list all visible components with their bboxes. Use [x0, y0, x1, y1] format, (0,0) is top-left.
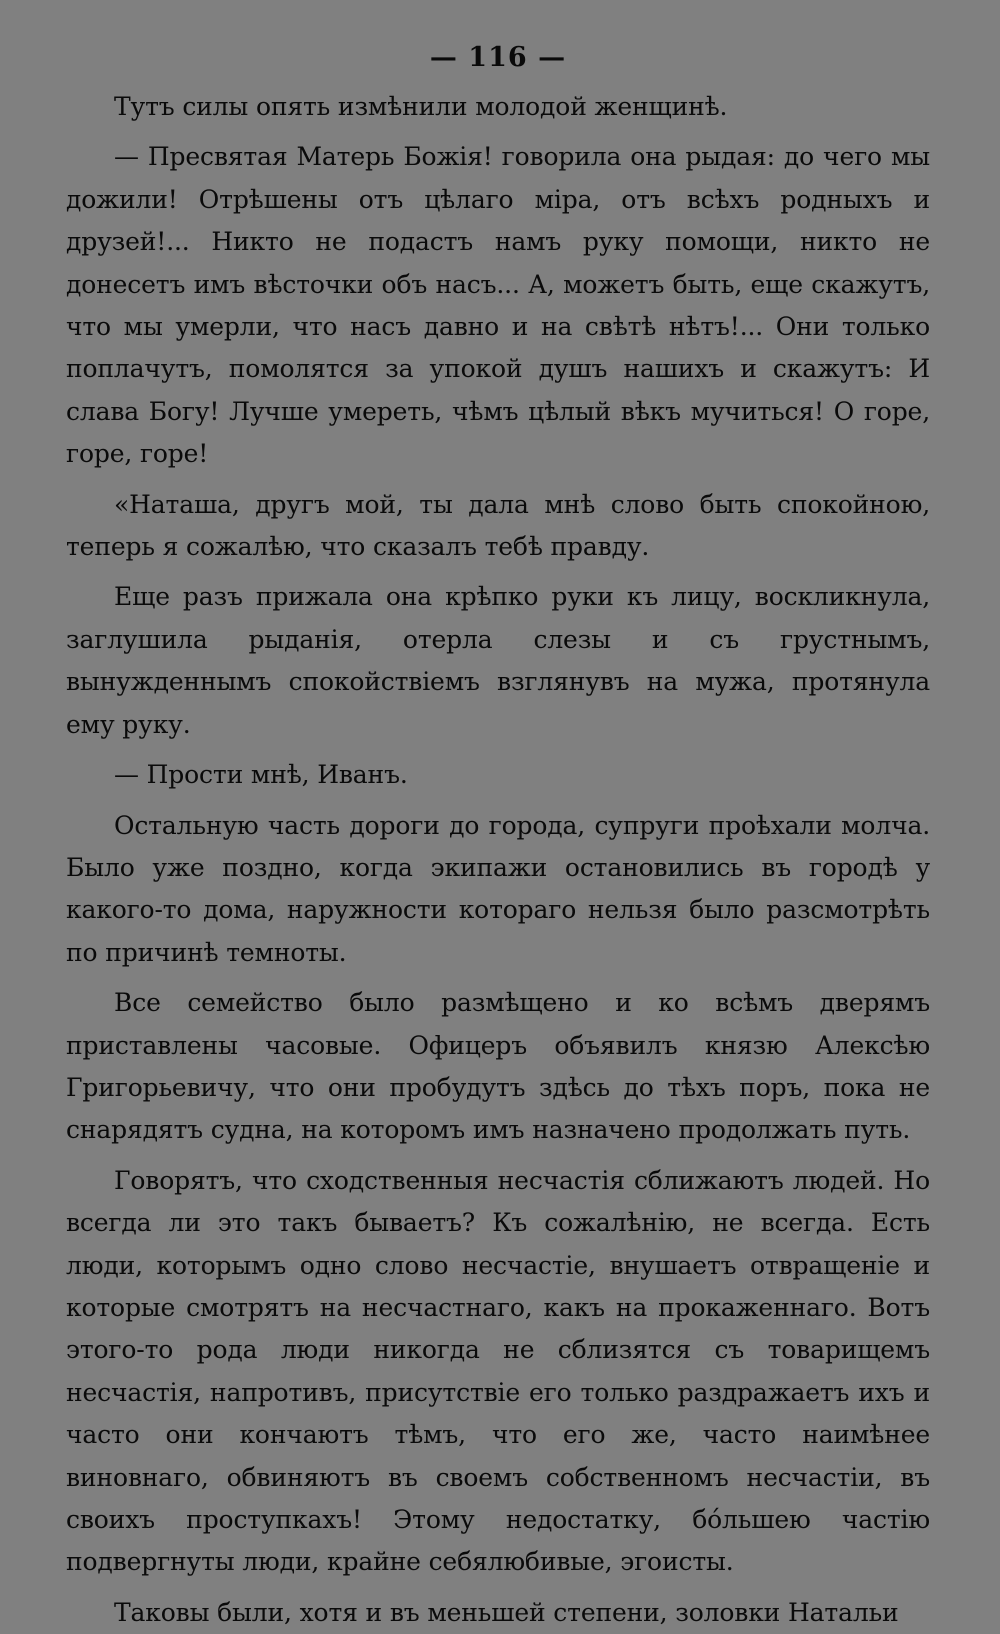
body-text — [66, 86, 930, 1634]
page-number: — 116 — — [429, 42, 567, 73]
paragraph: Все семейство было размѣщено и ко всѣмъ дверямъ приставлены часовые. Офицеръ объявилъ князю Алексѣю Григорьевичу, что они пробудутъ здѣсь до тѣхъ поръ, пока не снарядятъ судна, на которомъ имъ назначено продолжать путь. — [66, 988, 930, 1145]
paragraph: — Пресвятая Матерь Божія! говорила она рыдая: до чего мы дожили! Отрѣшены отъ цѣлаго міра, отъ всѣхъ родныхъ и друзей!... Никто не подастъ намъ руку помощи, никто не донесетъ имъ вѣсточки объ насъ... А, можетъ быть, еще скажутъ, что мы умерли, что насъ давно и на свѣтѣ нѣтъ!... Они только поплачутъ, помолятся за упокой душъ нашихъ и скажутъ: И слава Богу! Лучше умереть, чѣмъ цѣлый вѣкъ мучиться! О горе, горе, горе! — [66, 142, 930, 469]
paragraph: Таковы были, хотя и въ меньшей степени, золовки Натальи — [114, 1597, 899, 1627]
paragraph: Говорятъ, что сходственныя несчастія сближаютъ людей. Но всегда ли это такъ бываетъ? Къ сожалѣнію, не всегда. Есть люди, которымъ одно слово несчастіе, внушаетъ отвращеніе и которые смотрятъ на несчастнаго, какъ на прокаженнаго. Вотъ этого-то рода люди никогда не сблизятся съ товарищемъ несчастія, напротивъ, присутствіе его только раздражаетъ ихъ и часто они кончаютъ тѣмъ, что его же, часто наимѣнее виновнаго, обвиняютъ въ своемъ собственномъ несчастіи, въ своихъ проступкахъ! Этому недостатку, бо́льшею частію подвергнуты люди, крайне себялюбивые, эгоисты. — [66, 1165, 930, 1577]
paragraph: Остальную часть дороги до города, супруги проѣхали молча. Было уже поздно, когда экипажи остановились въ городѣ у какого-то дома, наружности котораго нельзя было разсмотрѣть по причинѣ темноты. — [66, 810, 930, 967]
paragraph: Еще разъ прижала она крѣпко руки къ лицу, воскликнула, заглушила рыданія, отерла слезы и съ грустнымъ, вынужденнымъ спокойствіемъ взглянувъ на мужа, протянула ему руку. — [66, 582, 930, 739]
paragraph: Тутъ силы опять измѣнили молодой женщинѣ. — [114, 92, 728, 121]
paragraph: — Прости мнѣ, Иванъ. — [114, 760, 408, 790]
book-page — [66, 30, 930, 1627]
paragraph: «Наташа, другъ мой, ты дала мнѣ слово быть спокойною, теперь я сожалѣю, что сказалъ тебѣ правду. — [66, 489, 930, 562]
